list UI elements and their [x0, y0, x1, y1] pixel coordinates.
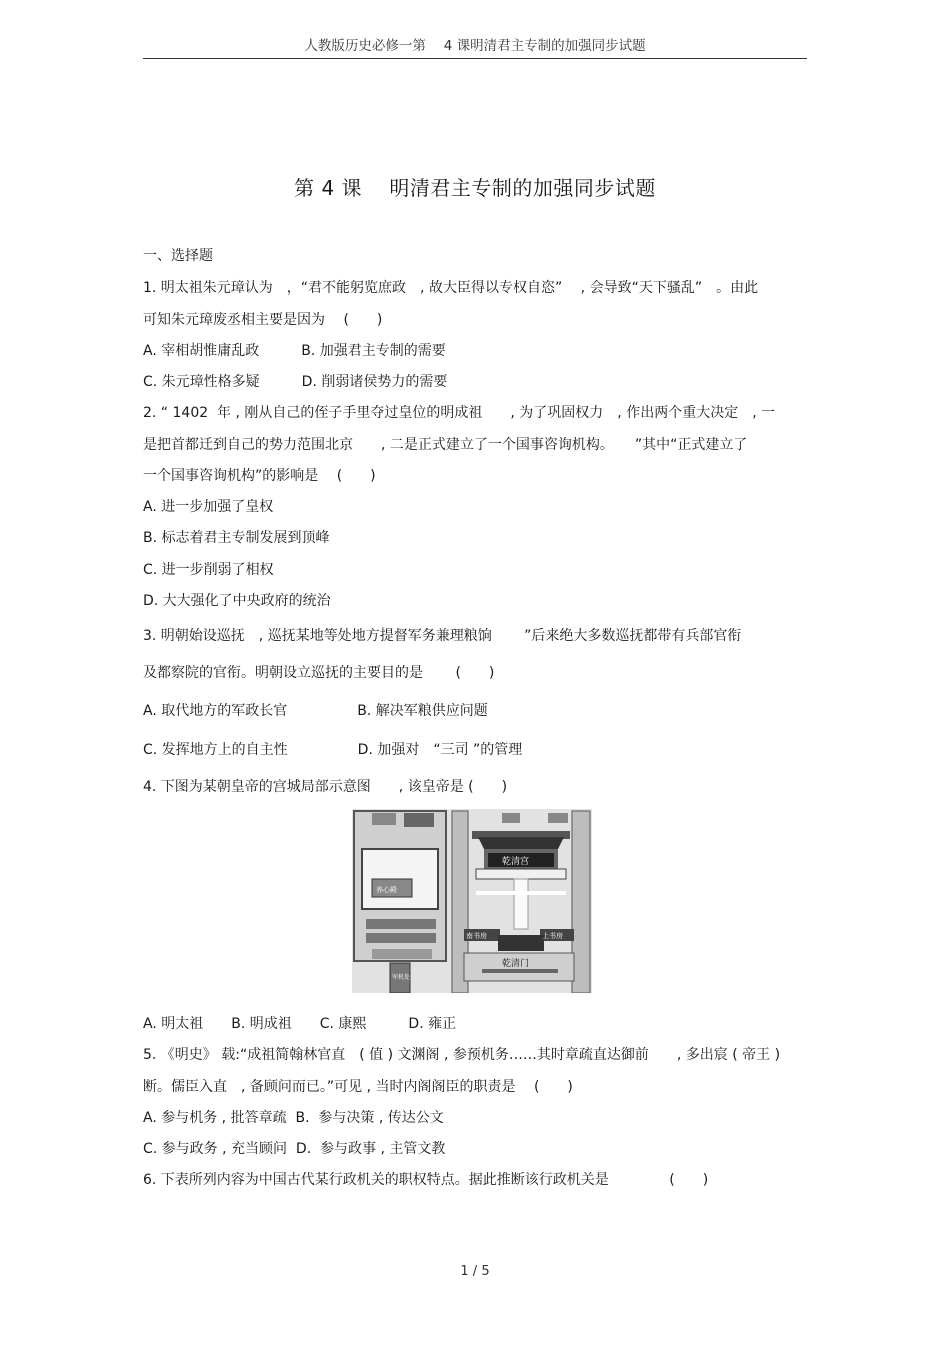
map-label-junjichu: 军机处: [392, 974, 411, 981]
page-header: 人教版历史必修一第 4 课明清君主专制的加强同步试题: [143, 34, 807, 59]
q5-options-cd: C. 参与政务 , 充当顾问 D. 参与政事 , 主管文教: [143, 1141, 446, 1157]
map-label-yangxindian: 养心殿: [376, 886, 397, 894]
q5-stem-line2: 断。儒臣入直 , 备顾问而已。”可见 , 当时内阁阁臣的职责是 ( ): [143, 1079, 573, 1095]
page-number: 1 / 5: [460, 1264, 490, 1279]
palace-map-image: [352, 809, 592, 993]
q3-options-ab: A. 取代地方的军政长官 B. 解决军粮供应问题: [143, 703, 488, 719]
q3-stem-line1: 3. 明朝始设巡抚 , 巡抚某地等处地方提督军务兼理粮饷 ”后来绝大多数巡抚都带有兵部官衔: [143, 628, 742, 644]
q5-options-ab: A. 参与机务 , 批答章疏 B. 参与决策 , 传达公文: [143, 1110, 444, 1126]
q4-stem: 4. 下图为某朝皇帝的宫城局部示意图 , 该皇帝是 ( ): [143, 779, 508, 795]
q1-stem-line1: 1. 明太祖朱元璋认为 ，“君不能躬览庶政 , 故大臣得以专权自恣” , 会导致“天下骚乱” 。由此: [143, 280, 759, 296]
map-label-qianqingmen: 乾清门: [502, 959, 530, 969]
map-label-nanshufang: 南书房: [466, 932, 487, 940]
q3-stem-line2: 及都察院的官衔。明朝设立巡抚的主要目的是 ( ): [143, 665, 495, 681]
q2-stem-line1: 2. “ 1402 年 , 刚从自己的侄子手里夺过皇位的明成祖 , 为了巩固权力 , 作出两个重大决定 , 一: [143, 405, 776, 421]
palace-map-drawing: [352, 809, 592, 993]
map-label-shangshufang: 上书房: [542, 932, 563, 940]
q4-options: A. 明太祖 B. 明成祖 C. 康熙 D. 雍正: [143, 1016, 457, 1032]
page-title: 第 4 课 明清君主专制的加强同步试题: [294, 176, 656, 200]
q2-option-b: B. 标志着君主专制发展到顶峰: [143, 530, 330, 546]
q2-stem-line3: 一个国事咨询机构”的影响是 ( ): [143, 468, 376, 484]
q2-option-d: D. 大大强化了中央政府的统治: [143, 593, 331, 609]
map-label-qianqinggong: 乾清宫: [502, 857, 530, 867]
q3-options-cd: C. 发挥地方上的自主性 D. 加强对 “三司 ”的管理: [143, 742, 523, 758]
q2-option-c: C. 进一步削弱了相权: [143, 562, 274, 578]
q1-stem-line2: 可知朱元璋废丞相主要是因为 ( ): [143, 312, 383, 328]
q1-options-cd: C. 朱元璋性格多疑 D. 削弱诸侯势力的需要: [143, 374, 448, 390]
q2-option-a: A. 进一步加强了皇权: [143, 499, 274, 515]
q5-stem-line1: 5. 《明史》 载:“成祖简翰林官直 ( 值 ) 文渊阁 , 参预机务……其时章疏直达御前 , 多出宸 ( 帝王 ): [143, 1047, 781, 1063]
q6-stem: 6. 下表所列内容为中国古代某行政机关的职权特点。据此推断该行政机关是 ( ): [143, 1172, 709, 1188]
q1-options-ab: A. 宰相胡惟庸乱政 B. 加强君主专制的需要: [143, 343, 446, 359]
q2-stem-line2: 是把首都迁到自己的势力范围北京 , 二是正式建立了一个国事咨询机构。 ”其中“正式建立了: [143, 437, 748, 453]
section-heading: 一、选择题: [143, 248, 213, 264]
